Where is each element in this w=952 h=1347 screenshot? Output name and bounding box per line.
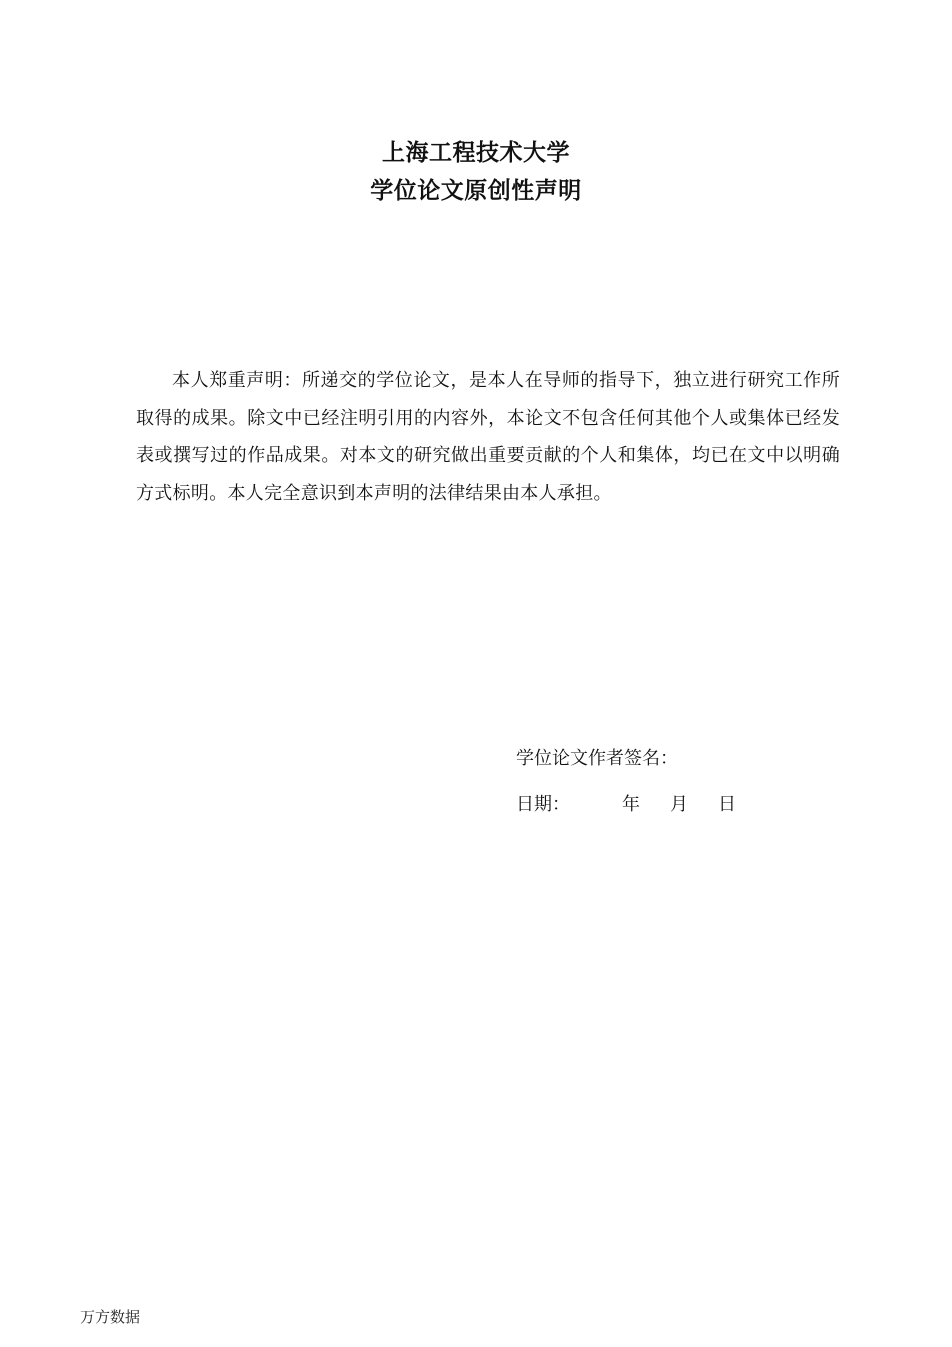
year-unit: 年 xyxy=(622,794,640,815)
date-row xyxy=(516,782,766,828)
date-label: 日期： xyxy=(516,794,570,815)
signature-label: 学位论文作者签名： xyxy=(516,748,678,769)
signature-block xyxy=(516,736,766,828)
declaration-title: 学位论文原创性声明 xyxy=(370,178,582,204)
day-unit: 日 xyxy=(718,794,736,815)
declaration-statement: 本人郑重声明：所递交的学位论文，是本人在导师的指导下，独立进行研究工作所取得的成果。除文中已经注明引用的内容外，本论文不包含任何其他个人或集体已经发表或撰写过的作品成果。对本文的研究做出重要贡献的个人和集体，均已在文中以明确方式标明。本人完全意识到本声明的法律结果由本人承担。 xyxy=(136,370,840,504)
signature-row xyxy=(516,736,766,782)
university-name: 上海工程技术大学 xyxy=(382,140,570,166)
wanfang-watermark: 万方数据 xyxy=(80,1308,141,1326)
month-unit: 月 xyxy=(670,794,688,815)
title-block xyxy=(0,134,952,210)
